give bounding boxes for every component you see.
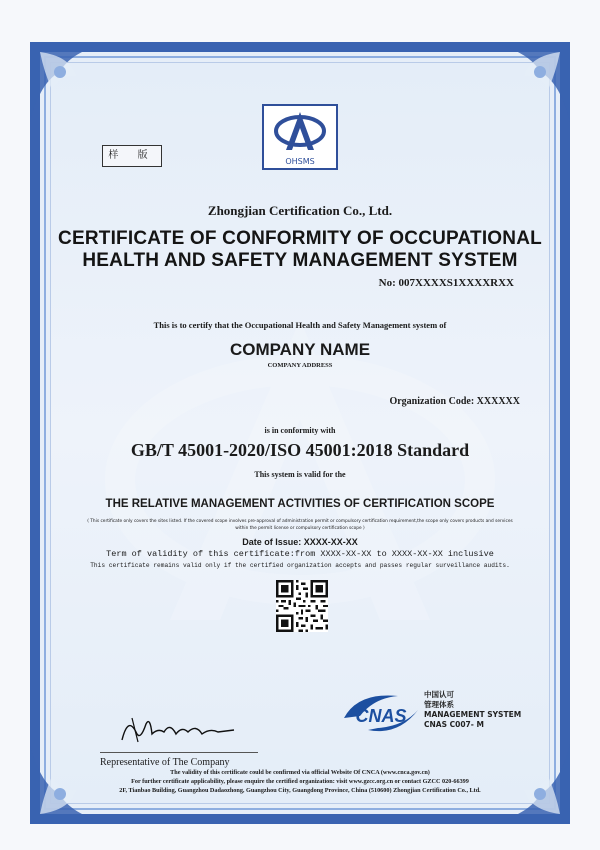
ohsms-caption: OHSMS bbox=[285, 157, 315, 166]
company-name: COMPANY NAME bbox=[229, 340, 371, 359]
organization-code: Organization Code: XXXXXX bbox=[389, 396, 520, 407]
cnas-logo-text: CNAS bbox=[355, 706, 407, 726]
sample-stamp: 样 版 bbox=[102, 145, 162, 167]
cnas-logo-icon bbox=[338, 690, 424, 736]
cnas-cn-line-1: 中国认可 bbox=[424, 690, 454, 699]
certification-scope-title: THE RELATIVE MANAGEMENT ACTIVITIES OF CERTIFICATION SCOPE bbox=[105, 498, 495, 510]
standard-name: GB/T 45001-2020/ISO 45001:2018 Standard bbox=[130, 440, 470, 460]
representative-label: Representative of The Company bbox=[100, 757, 230, 768]
footer-line-3: 2F, Tianbao Building, Guangzhou Dadaozhong, Guangzhou City, Guangdong Province, China (510600) Zhongjian Certification Co., Ltd. bbox=[119, 787, 481, 794]
validity-condition: This certificate remains valid only if the certified organization accepts and passes regular surveillance audits. bbox=[90, 562, 510, 569]
scope-note bbox=[80, 518, 520, 532]
certificate-number: No: 007XXXXS1XXXXRXX bbox=[378, 277, 514, 289]
cnas-accreditation-text bbox=[424, 690, 521, 730]
valid-for-text: This system is valid for the bbox=[254, 470, 346, 479]
scope-note-line-1: ( This certificate only covers the sites listed. If the covered scope involves pre-approval of administration permit or compulsory certification requirement,the scope only covers products and services bbox=[87, 519, 513, 524]
signature-icon bbox=[118, 712, 238, 746]
date-of-issue: Date of Issue: XXXX-XX-XX bbox=[242, 537, 358, 547]
company-address: COMPANY ADDRESS bbox=[267, 362, 333, 369]
cnas-en-line-1: MANAGEMENT SYSTEM bbox=[424, 710, 522, 719]
ohsms-logo-icon bbox=[262, 104, 338, 170]
title-line-2: HEALTH AND SAFETY MANAGEMENT SYSTEM bbox=[82, 250, 518, 271]
scope-note-line-2: within the permit license or compulsory certification scope ) bbox=[235, 526, 365, 531]
footer-line-1: The validity of this certificate could be confirmed via official Website Of CNCA (www.cnca.gov.cn) bbox=[170, 769, 430, 776]
cnas-en-line-2: CNAS C007- M bbox=[424, 720, 484, 729]
qr-code-icon bbox=[276, 580, 328, 632]
footer-line-2: For further certificate applicability, please enquire the certified organization: visit www.gzcc.org.cn or contact GZCC 020-66399 bbox=[131, 778, 469, 785]
corner-ornament-icon bbox=[490, 42, 570, 122]
certify-text: This is to certify that the Occupational Health and Safety Management system of bbox=[153, 320, 447, 330]
signature-line bbox=[100, 752, 258, 753]
issuer-name: Zhongjian Certification Co., Ltd. bbox=[207, 203, 393, 218]
term-of-validity: Term of validity of this certificate:from XXXX-XX-XX to XXXX-XX-XX inclusive bbox=[106, 549, 494, 559]
certificate-title bbox=[50, 228, 550, 272]
corner-ornament-icon bbox=[30, 42, 110, 122]
cnas-cn-line-2: 管理体系 bbox=[424, 700, 454, 709]
conformity-text: is in conformity with bbox=[264, 426, 336, 435]
title-line-1: CERTIFICATE OF CONFORMITY OF OCCUPATIONAL bbox=[58, 228, 542, 249]
